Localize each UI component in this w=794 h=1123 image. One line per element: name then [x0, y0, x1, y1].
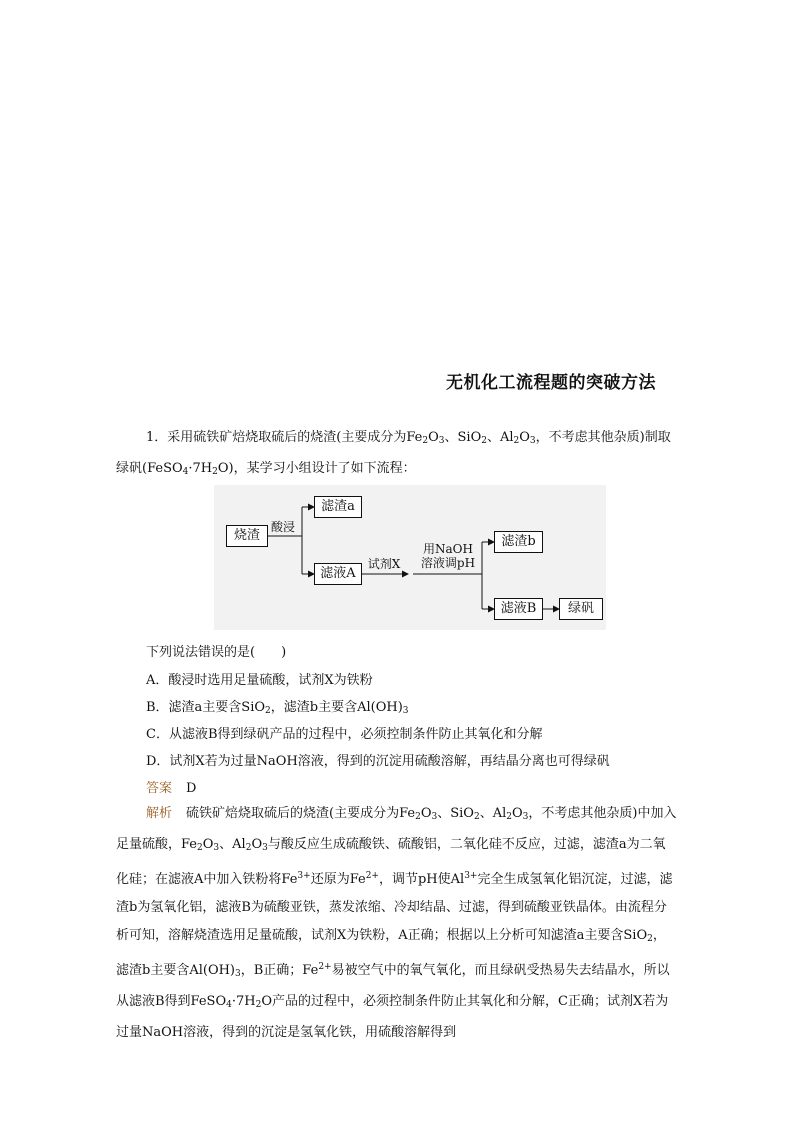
node-lvfan: 绿矾 [559, 598, 603, 620]
analysis-paragraph: 解析 硫铁矿焙烧取硫后的烧渣(主要成分为$Fe_2O_3$、SiO$_2$、$Al_2O_3$，不考虑其他杂质)中加入足量硫酸，$Fe_2O_3$、$Al_2O_3$与酸反应生成硫酸铁、硫酸铝，二氧化硅不反应，过滤，滤渣a为二氧化硅；在滤液A中加入铁粉将$Fe^{3+}$还原为$Fe^{2+}$，调节pH使$Al^{3+}$完全生成氢氧化铝沉淀，过滤，滤渣b为氢氧化铝，滤液B为硫酸亚铁，蒸发浓缩、冷却结晶、过滤，得到硫酸亚铁晶体。由流程分析可知，溶解烧渣选用足量硫酸，试剂X为铁粉，A正确；根据以上分析可知滤渣a主要含SiO$_2$，滤渣b主要含$Al(OH)_3$，B正确；$Fe^{2+}$易被空气中的氧气氧化，而且绿矾受热易失去结晶水，所以从滤液B得到$FeSO_4\cdot 7H_2O$产品的过程中，必须控制条件防止其氧化和分解，C正确；试剂X若为过量NaOH溶液，得到的沉淀是氢氧化铁，用硫酸溶解得到 [116, 806, 677, 1040]
question-1-stem: 1．采用硫铁矿焙烧取硫后的烧渣(主要成分为$Fe_2O_3$、SiO$_2$、$Al_2O_3$，不考虑其他杂质)制取绿矾$(FeSO_4\cdot 7H_2O)$，某学习小组设计了如下流程： [116, 430, 671, 477]
label-shiji-x: 试剂X [367, 557, 401, 571]
answer-line [146, 779, 196, 799]
node-shaozha: 烧渣 [226, 525, 268, 547]
analysis-label: 解析 [146, 806, 173, 821]
label-naoh-line1: 用NaOH [423, 542, 473, 556]
node-lvye-a: 滤液A [314, 563, 362, 585]
answer-value: D [186, 781, 197, 796]
node-lvzha-b: 滤渣b [494, 531, 543, 553]
flow-connectors [214, 485, 606, 630]
label-naoh-line2: 溶液调pH [420, 556, 476, 570]
node-lvzha-a: 滤渣a [314, 496, 362, 518]
page-title: 无机化工流程题的突破方法 [446, 373, 656, 393]
question-prompt: 下列说法错误的是( ) [146, 645, 287, 660]
option-d: D．试剂X若为过量NaOH溶液，得到的沉淀用硫酸溶解，再结晶分离也可得绿矾 [146, 754, 610, 769]
answer-label: 答案 [146, 781, 173, 796]
node-lvye-b: 滤液B [494, 598, 543, 620]
option-b: B．滤渣a主要含SiO$_2$，滤渣b主要含$Al(OH)_3$ [146, 700, 409, 716]
label-suanjin: 酸浸 [270, 520, 295, 534]
option-a: A．酸浸时选用足量硫酸，试剂X为铁粉 [146, 673, 373, 688]
process-flow-diagram [214, 485, 606, 630]
option-c: C．从滤液B得到绿矾产品的过程中，必须控制条件防止其氧化和分解 [146, 727, 543, 742]
